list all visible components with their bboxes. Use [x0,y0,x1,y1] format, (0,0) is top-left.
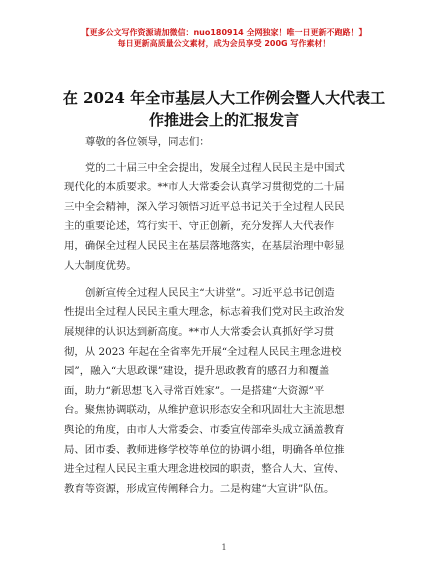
paragraph-line: 人大制度优势。 [64,259,137,272]
promo-banner-line-2: 每日更新高质量公文素材，成为会员享受 200G 写作素材！ [117,39,331,48]
promo-banner [0,27,448,49]
paragraph-1 [64,159,398,277]
paragraph-line: 主的重要论述，笃行实干、守正创新，充分发挥人大代表作 [64,220,335,233]
paragraph-line: 进全过程人民民主重大理念进校园的职责，整合人大、宣传、 [64,463,345,476]
paragraph-line: 用，确保全过程人民民主在基层落地落实，在基层治理中彰显 [64,239,345,252]
paragraph-line: 党的二十届三中全会提出，发展全过程人民民主是中国式 [85,161,345,174]
salutation: 尊敬的各位领导，同志们： [85,136,210,148]
title-line-1: 在 2024 年全市基层人大工作例会暨人大代表工 [62,89,386,107]
paragraph-line: 教育等资源，形成宣传阐释合力。二是构建“大宣讲”队伍。 [64,482,335,495]
page-number: 1 [221,543,227,552]
paragraph-2 [64,284,398,500]
paragraph-line: 舆论的角度，由市人大常委会、市委宣传部牵头成立涵盖教育 [64,423,345,436]
paragraph-line: 现代化的本质要求。**市人大常委会认真学习贯彻党的二十届 [64,181,345,194]
paragraph-line: 面，助力“新思想飞入寻常百姓家”。一是搭建“大资源”平 [64,384,325,397]
paragraph-line: 台。聚焦协调联动，从维护意识形态安全和巩固壮大主流思想 [64,404,345,417]
paragraph-line: 彻，从 2023 年起在全省率先开展“全过程人民民主理念进校 [64,345,342,358]
paragraph-line: 创新宣传全过程人民民主“大讲堂”。习近平总书记创造 [85,286,335,299]
document-title [40,87,408,131]
promo-banner-line-1: 【更多公文写作资源请加微信：nuo180914 全网独家！唯一日更新不跑路！】 [81,28,367,37]
paragraph-line: 局、团市委、教师进修学校等单位的协调小组，明确各单位推 [64,443,345,456]
title-line-2: 作推进会上的汇报发言 [148,111,299,129]
paragraph-line: 性提出全过程人民民主重大理念，标志着我们党对民主政治发 [64,306,345,319]
paragraph-line: 展规律的认识达到新高度。**市人大常委会认真抓好学习贯 [64,325,335,338]
paragraph-line: 三中全会精神，深入学习领悟习近平总书记关于全过程人民民 [64,200,345,213]
paragraph-line: 园”，融入“大思政课”建设，提升思政教育的感召力和覆盖 [64,365,330,378]
document-body [64,133,398,507]
